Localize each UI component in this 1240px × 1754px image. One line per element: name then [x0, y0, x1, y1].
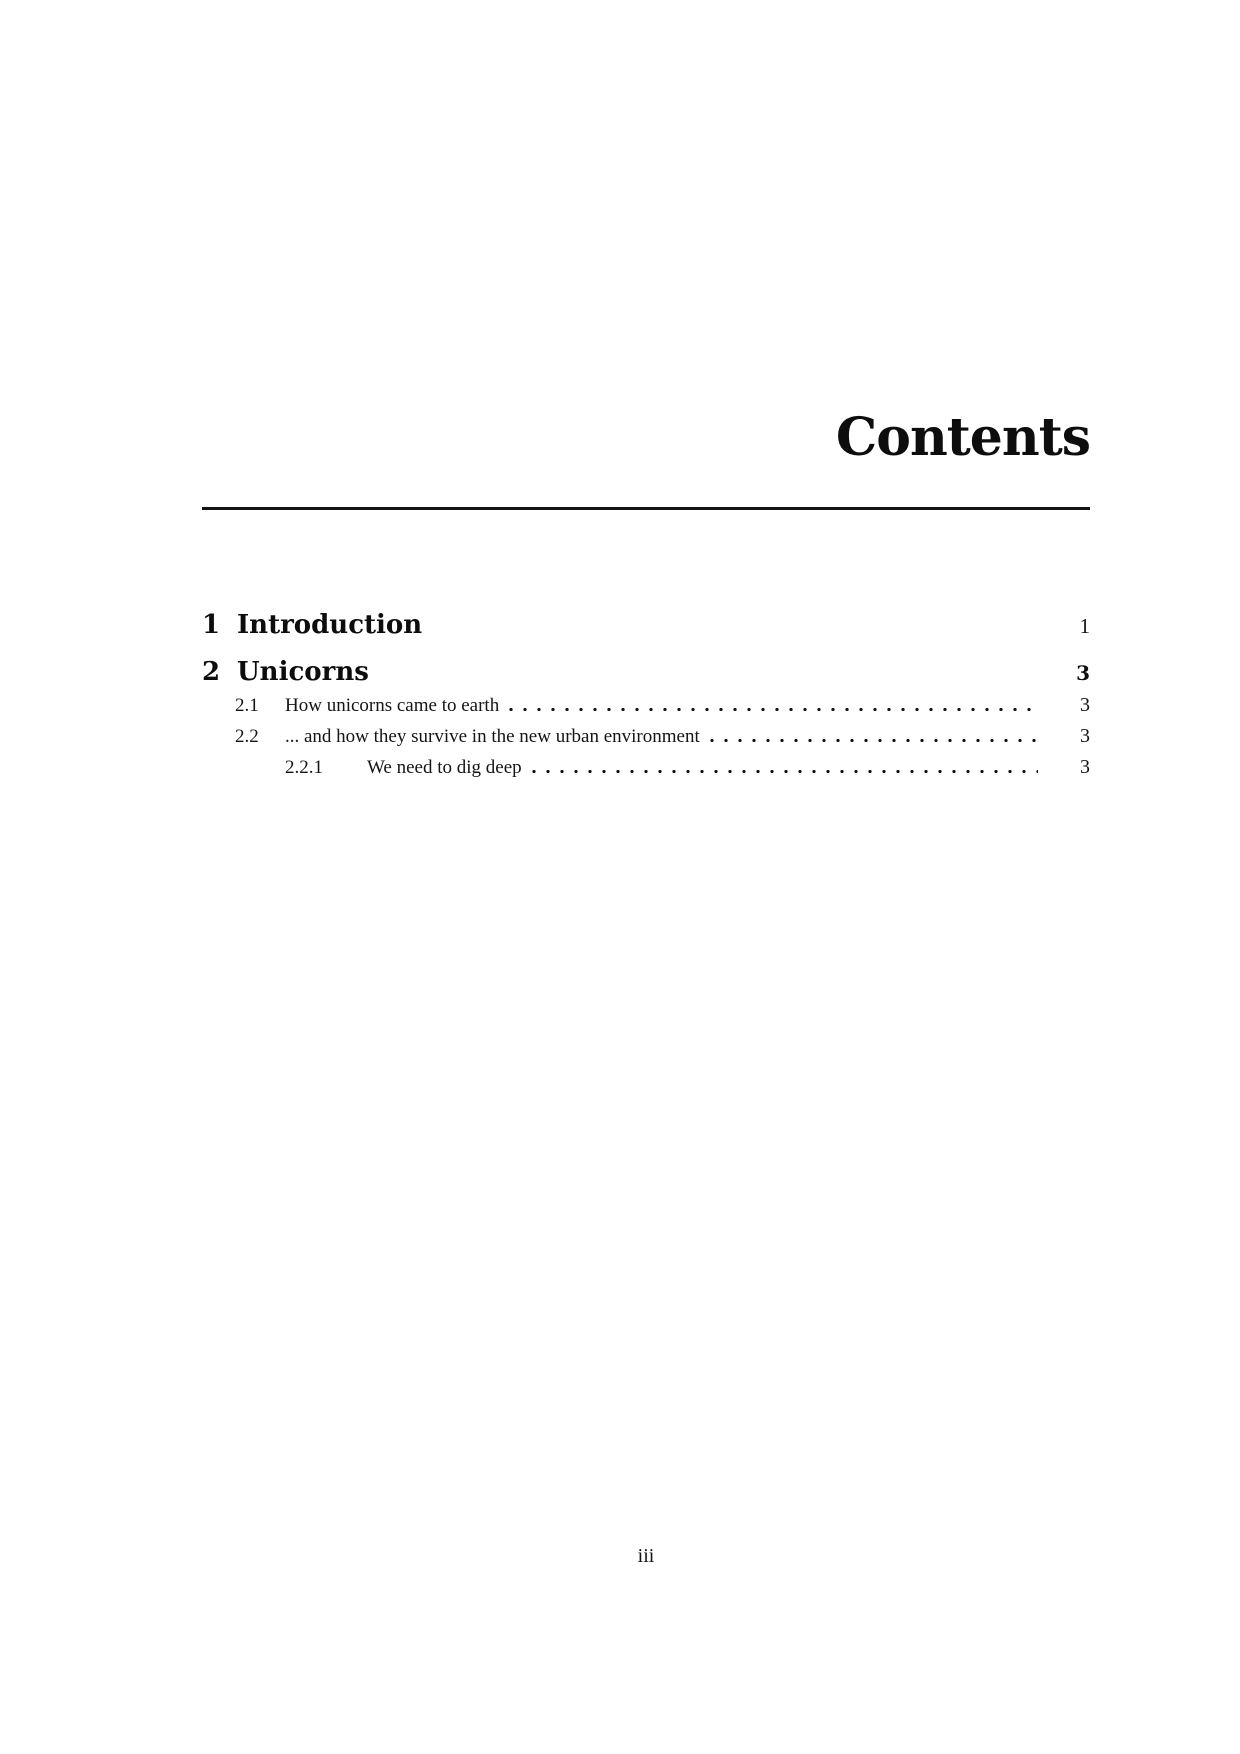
page-title: Contents — [835, 407, 1090, 468]
entry-page-number: 3 — [1080, 755, 1090, 778]
entry-page-number: 3 — [1080, 724, 1090, 747]
entry-title: Introduction — [237, 609, 423, 640]
toc-entry-subsection-2-2-1[interactable] — [202, 752, 1090, 783]
toc-entry-chapter-1[interactable] — [202, 608, 1090, 643]
toc-entry-section-2-1[interactable] — [202, 690, 1090, 721]
entry-title: ... and how they survive in the new urban environment — [285, 725, 700, 747]
footer-page-number: iii — [637, 1545, 655, 1567]
entry-title: We need to dig deep — [367, 756, 522, 778]
entry-number: 1 — [202, 609, 221, 640]
entry-page-number: 3 — [1080, 693, 1090, 716]
entry-page-number: 3 — [1076, 660, 1090, 685]
entry-number: 2.1 — [235, 694, 259, 716]
table-of-contents — [202, 608, 1090, 783]
entry-page-number: 1 — [1079, 613, 1090, 638]
page-content — [202, 0, 1090, 783]
title-rule — [202, 507, 1090, 510]
dot-leader — [532, 770, 1038, 773]
entry-number: 2.2 — [235, 725, 259, 747]
entry-number: 2.2.1 — [285, 756, 323, 778]
page-footer — [202, 1545, 1090, 1568]
toc-entry-chapter-2[interactable] — [202, 655, 1090, 690]
entry-number: 2 — [202, 656, 221, 687]
toc-entry-section-2-2[interactable] — [202, 721, 1090, 752]
entry-title: Unicorns — [237, 656, 369, 687]
dot-leader — [710, 739, 1038, 742]
dot-leader — [509, 708, 1038, 711]
entry-title: How unicorns came to earth — [285, 694, 500, 716]
